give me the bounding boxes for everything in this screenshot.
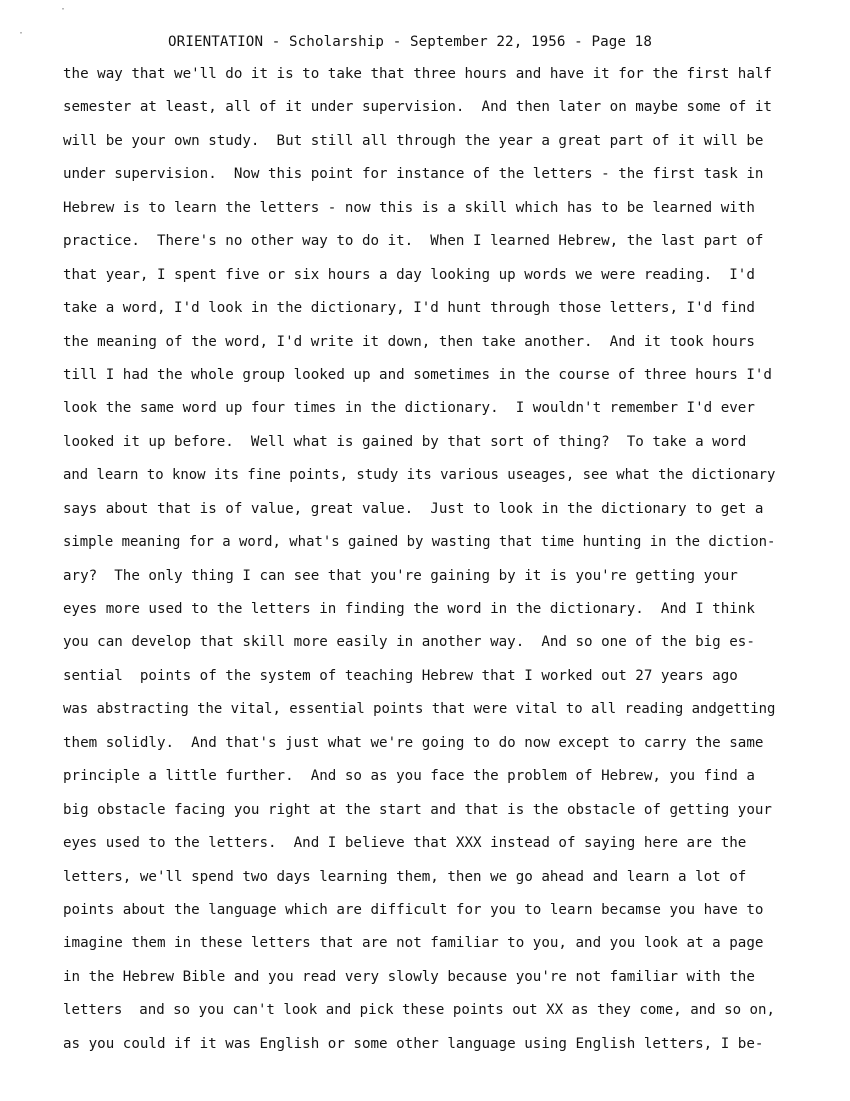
text-line: will be your own study. But still all through the year a great part of it will be — [63, 132, 764, 149]
text-line: under supervision. Now this point for instance of the letters - the first task in — [63, 166, 764, 183]
text-line: ary? The only thing I can see that you're gaining by it is you're getting your — [63, 567, 738, 584]
text-line: was abstracting the vital, essential points that were vital to all reading andgetting — [63, 701, 776, 718]
text-line: letters and so you can't look and pick these points out XX as they come, and so on, — [63, 1002, 775, 1019]
text-line: says about that is of value, great value. Just to look in the dictionary to get a — [63, 500, 764, 517]
text-line: you can develop that skill more easily in another way. And so one of the big es- — [63, 634, 755, 651]
text-line: and learn to know its fine points, study its various useages, see what the dictionary — [63, 467, 776, 484]
text-line: as you could if it was English or some other language using English letters, I be- — [63, 1035, 764, 1052]
text-line: big obstacle facing you right at the start and that is the obstacle of getting your — [63, 801, 772, 818]
text-line: them solidly. And that's just what we're going to do now except to carry the same — [63, 734, 764, 751]
text-line: practice. There's no other way to do it. When I learned Hebrew, the last part of — [63, 233, 764, 250]
text-line: the meaning of the word, I'd write it down, then take another. And it took hours — [63, 333, 755, 350]
text-line: letters, we'll spend two days learning them, then we go ahead and learn a lot of — [63, 868, 747, 885]
text-line: till I had the whole group looked up and sometimes in the course of three hours I'd — [63, 366, 772, 383]
body-text — [63, 64, 823, 1067]
text-line: that year, I spent five or six hours a day looking up words we were reading. I'd — [63, 266, 755, 283]
text-line: imagine them in these letters that are not familiar to you, and you look at a page — [63, 935, 764, 952]
text-line: take a word, I'd look in the dictionary, I'd hunt through those letters, I'd find — [63, 300, 755, 317]
text-line: sential points of the system of teaching Hebrew that I worked out 27 years ago — [63, 667, 738, 684]
text-line: simple meaning for a word, what's gained by wasting that time hunting in the diction- — [63, 534, 776, 551]
text-line: look the same word up four times in the dictionary. I wouldn't remember I'd ever — [63, 400, 755, 417]
text-line: the way that we'll do it is to take that three hours and have it for the first half — [63, 66, 772, 82]
text-line: eyes more used to the letters in finding the word in the dictionary. And I think — [63, 601, 755, 617]
text-line: looked it up before. Well what is gained by that sort of thing? To take a word — [63, 433, 747, 450]
page-header: ORIENTATION - Scholarship - September 22, 1956 - Page 18 — [168, 34, 652, 50]
text-line: eyes used to the letters. And I believe that XXX instead of saying here are the — [63, 835, 747, 852]
text-line: semester at least, all of it under supervision. And then later on maybe some of it — [63, 99, 772, 116]
text-line: principle a little further. And so as you face the problem of Hebrew, you find a — [63, 768, 755, 785]
text-line: in the Hebrew Bible and you read very slowly because you're not familiar with the — [63, 968, 755, 985]
margin-mark: · — [18, 28, 25, 39]
text-line: Hebrew is to learn the letters - now this is a skill which has to be learned with — [63, 199, 755, 216]
margin-mark: · — [60, 4, 67, 15]
text-line: points about the language which are difficult for you to learn becamse you have to — [63, 901, 764, 918]
